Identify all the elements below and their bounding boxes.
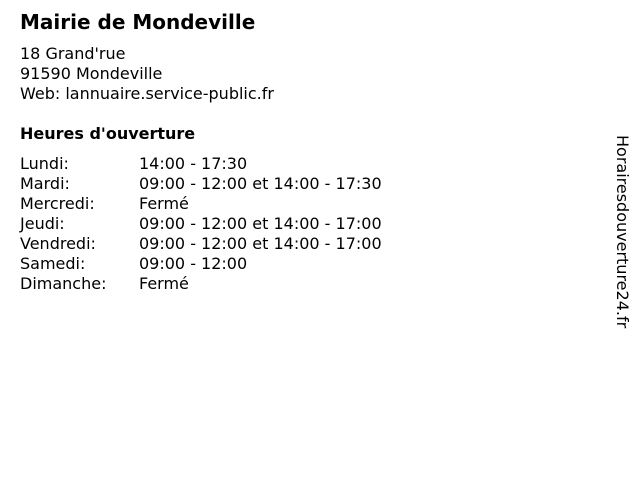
day-label: Lundi: [20,154,69,173]
address-block [20,44,274,104]
hours-value: Fermé [139,274,189,293]
hours-row-mardi [20,174,382,194]
hours-value: 09:00 - 12:00 [139,254,248,273]
hours-row-lundi [20,154,382,174]
hours-row-jeudi [20,214,382,234]
hours-value: 09:00 - 12:00 et 14:00 - 17:00 [139,234,382,253]
opening-hours-list [20,154,382,294]
day-label: Vendredi: [20,234,96,253]
day-label: Dimanche: [20,274,107,293]
hours-value: 14:00 - 17:30 [139,154,248,173]
day-label: Jeudi: [20,214,65,233]
day-label: Samedi: [20,254,86,273]
address-city: 91590 Mondeville [20,64,163,83]
hours-value: 09:00 - 12:00 et 14:00 - 17:30 [139,174,382,193]
hours-row-dimanche [20,274,382,294]
hours-value: 09:00 - 12:00 et 14:00 - 17:00 [139,214,382,233]
page-title: Mairie de Mondeville [20,10,256,34]
day-label: Mercredi: [20,194,95,213]
opening-hours-heading: Heures d'ouverture [20,124,196,143]
day-label: Mardi: [20,174,70,193]
hours-row-vendredi [20,234,382,254]
hours-row-samedi [20,254,382,274]
address-street: 18 Grand'rue [20,44,126,63]
site-watermark: Horairesdouverture24.fr [613,135,632,329]
website-text: Web: lannuaire.service-public.fr [20,84,274,103]
hours-value: Fermé [139,194,189,213]
hours-row-mercredi [20,194,382,214]
